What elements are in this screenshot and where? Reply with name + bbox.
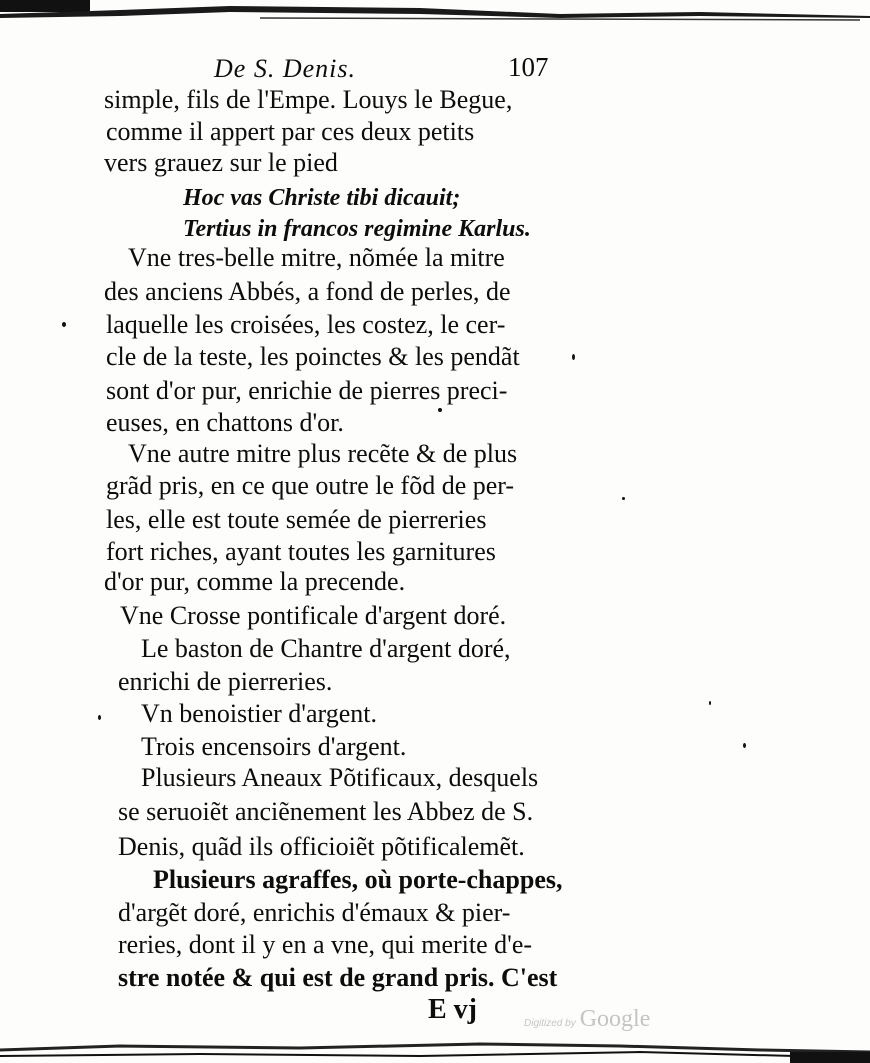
ink-speck <box>62 322 66 327</box>
ink-speck <box>743 743 746 748</box>
text-line: Plusieurs Aneaux Põtificaux, desquels <box>141 763 539 792</box>
text-line: stre notée & qui est de grand pris. C'est <box>118 963 558 992</box>
text-line: cle de la teste, les poinctes & les pendãt <box>106 342 520 371</box>
text-line: d'argẽt doré, enrichis d'émaux & pier- <box>118 898 511 927</box>
text-line: Le baston de Chantre d'argent doré, <box>141 634 511 663</box>
watermark-prefix: Digitized by <box>524 1018 576 1029</box>
text-line: Vne Crosse pontificale d'argent doré. <box>120 601 507 630</box>
verse-line: Hoc vas Christe tibi dicauit; <box>183 185 461 211</box>
text-line: Vne tres-belle mitre, nõmée la mitre <box>128 243 505 272</box>
text-line: Vne autre mitre plus recẽte & de plus <box>128 439 518 468</box>
text-line: Vn benoistier d'argent. <box>141 699 377 728</box>
text-line: vers grauez sur le pied <box>104 148 338 177</box>
signature-mark: E vj <box>428 994 477 1025</box>
text-line: d'or pur, comme la precende. <box>104 567 406 596</box>
page-number: 107 <box>508 52 549 82</box>
ink-speck <box>709 701 711 705</box>
watermark-brand: Google <box>579 1006 651 1032</box>
bottom-printed-rule <box>0 1040 870 1063</box>
text-line: grãd pris, en ce que outre le fõd de per- <box>106 471 515 500</box>
text-line: Trois encensoirs d'argent. <box>141 732 407 761</box>
ink-speck <box>98 715 101 720</box>
text-line: comme il appert par ces deux petits <box>106 117 475 146</box>
text-line: Denis, quãd ils officioiẽt põtificalemẽt. <box>118 832 525 861</box>
ink-speck <box>438 408 442 412</box>
verse-line: Tertius in francos regimine Karlus. <box>183 216 531 242</box>
text-line: Plusieurs agraffes, où porte-chappes, <box>153 865 563 894</box>
text-line: enrichi de pierreries. <box>118 667 333 696</box>
text-line: des anciens Abbés, a fond de perles, de <box>104 277 511 306</box>
text-line: euses, en chattons d'or. <box>106 408 344 437</box>
text-line: fort riches, ayant toutes les garnitures <box>106 537 496 566</box>
text-line: sont d'or pur, enrichie de pierres preci- <box>106 376 508 405</box>
digitization-watermark <box>524 1004 650 1039</box>
text-line: se seruoiẽt anciẽnement les Abbez de S. <box>118 797 534 826</box>
top-printed-rule <box>0 0 870 26</box>
ink-speck <box>572 354 575 360</box>
text-line: simple, fils de l'Empe. Louys le Begue, <box>104 85 513 114</box>
running-title: De S. Denis. <box>214 54 356 83</box>
ink-speck <box>622 497 625 500</box>
text-line: reries, dont il y en a vne, qui merite d'e- <box>118 930 533 959</box>
text-line: laquelle les croisées, les costez, le cer- <box>106 310 506 339</box>
text-line: les, elle est toute semée de pierreries <box>106 505 487 534</box>
